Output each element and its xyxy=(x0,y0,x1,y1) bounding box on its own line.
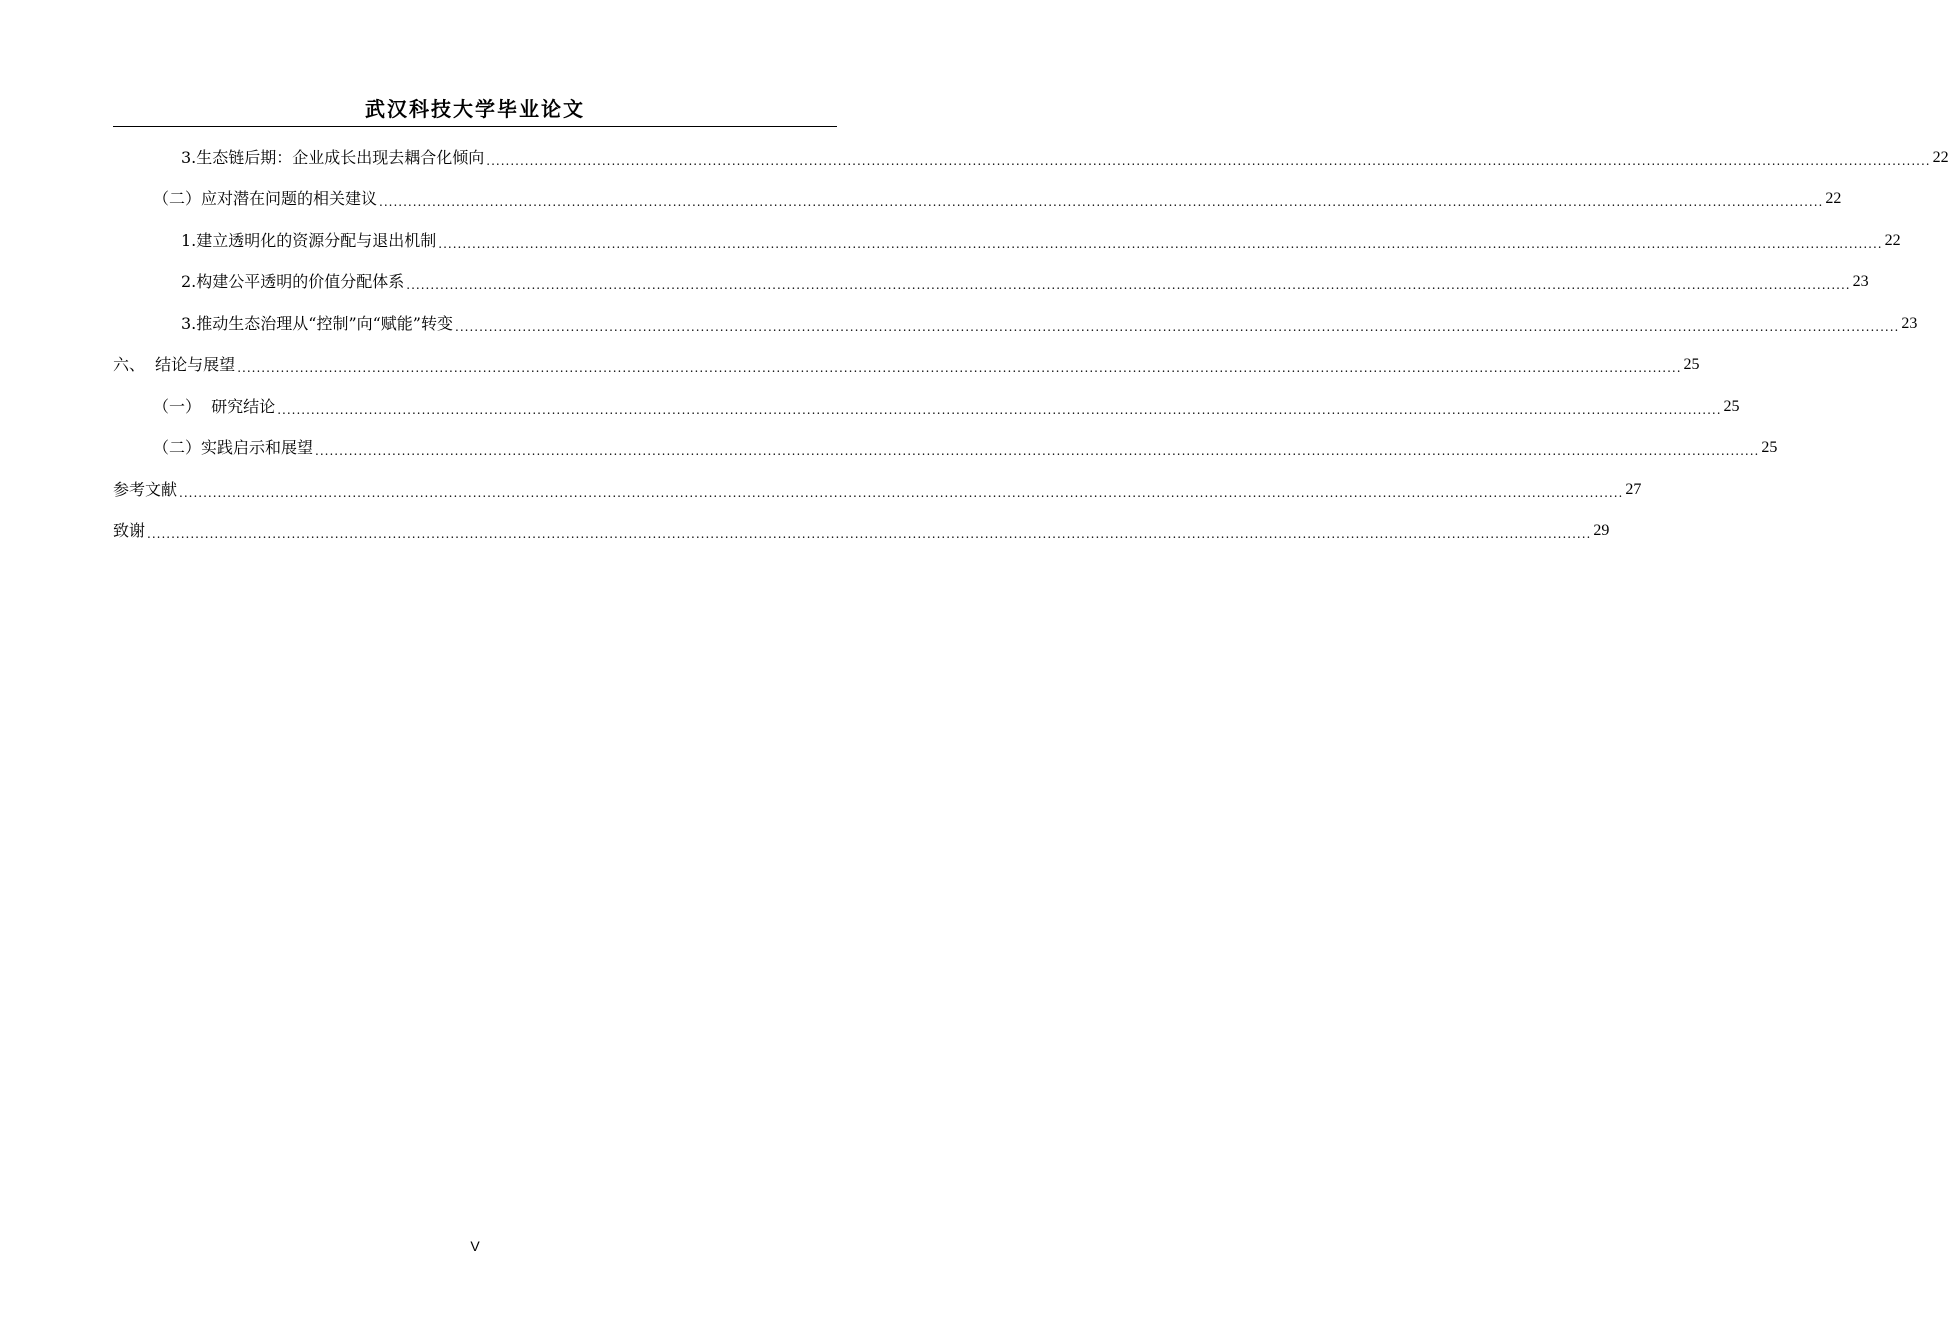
page-number: V xyxy=(470,1238,480,1254)
toc-entry[interactable] xyxy=(113,220,1901,262)
toc-entry-page: 23 xyxy=(1901,314,1918,332)
toc-entry-page: 25 xyxy=(1761,439,1778,457)
toc-entry[interactable] xyxy=(113,345,1700,387)
toc-entry-page: 23 xyxy=(1852,273,1869,291)
document-header-title: 武汉科技大学毕业论文 xyxy=(365,97,585,121)
toc-dot-leader: ............................................................................................................................................................................................................................................................................................................ xyxy=(455,319,1900,334)
toc-entry-label: 参考文献 xyxy=(113,479,178,499)
toc-entry-page: 25 xyxy=(1723,397,1740,415)
toc-entry-page: 25 xyxy=(1683,356,1700,374)
toc-dot-leader: ............................................................................................................................................................................................................................................................................................................ xyxy=(315,444,1760,459)
table-of-contents xyxy=(113,137,1949,552)
toc-dot-leader: ............................................................................................................................................................................................................................................................................................................ xyxy=(179,485,1624,500)
toc-entry-label: 2.构建公平透明的价值分配体系 xyxy=(181,272,405,292)
toc-entry-page: 22 xyxy=(1884,231,1901,249)
toc-dot-leader: ............................................................................................................................................................................................................................................................................................................ xyxy=(147,527,1592,542)
toc-entry-label: （一） 研究结论 xyxy=(153,396,276,416)
toc-entry-page: 29 xyxy=(1593,522,1610,540)
toc-entry[interactable] xyxy=(113,303,1918,345)
toc-entry-label: （二）应对潜在问题的相关建议 xyxy=(153,189,378,209)
toc-entry-page: 22 xyxy=(1932,148,1949,166)
toc-dot-leader: ............................................................................................................................................................................................................................................................................................................ xyxy=(277,402,1722,417)
toc-entry[interactable] xyxy=(113,469,1642,511)
toc-entry-label: 1.建立透明化的资源分配与退出机制 xyxy=(181,230,437,250)
toc-dot-leader: ............................................................................................................................................................................................................................................................................................................ xyxy=(438,236,1883,251)
toc-dot-leader: ............................................................................................................................................................................................................................................................................................................ xyxy=(486,153,1931,168)
toc-entry-label: 3.生态链后期：企业成长出现去耦合化倾向 xyxy=(181,147,485,167)
toc-dot-leader: ............................................................................................................................................................................................................................................................................................................ xyxy=(379,195,1824,210)
toc-dot-leader: ............................................................................................................................................................................................................................................................................................................ xyxy=(237,361,1682,376)
toc-entry[interactable] xyxy=(113,386,1740,428)
toc-entry[interactable] xyxy=(113,137,1949,179)
toc-entry[interactable] xyxy=(113,428,1778,470)
toc-entry[interactable] xyxy=(113,262,1869,304)
toc-dot-leader: ............................................................................................................................................................................................................................................................................................................ xyxy=(406,278,1851,293)
toc-entry-page: 22 xyxy=(1825,190,1842,208)
toc-entry[interactable] xyxy=(113,179,1842,221)
toc-entry-label: 3.推动生态治理从“控制”向“赋能”转变 xyxy=(181,313,453,333)
toc-entry-label: 致谢 xyxy=(113,521,146,541)
toc-entry[interactable] xyxy=(113,511,1610,553)
header-divider xyxy=(113,126,837,127)
toc-entry-label: （二）实践启示和展望 xyxy=(153,438,314,458)
toc-entry-label: 六、 结论与展望 xyxy=(113,355,236,375)
toc-entry-page: 27 xyxy=(1625,480,1642,498)
